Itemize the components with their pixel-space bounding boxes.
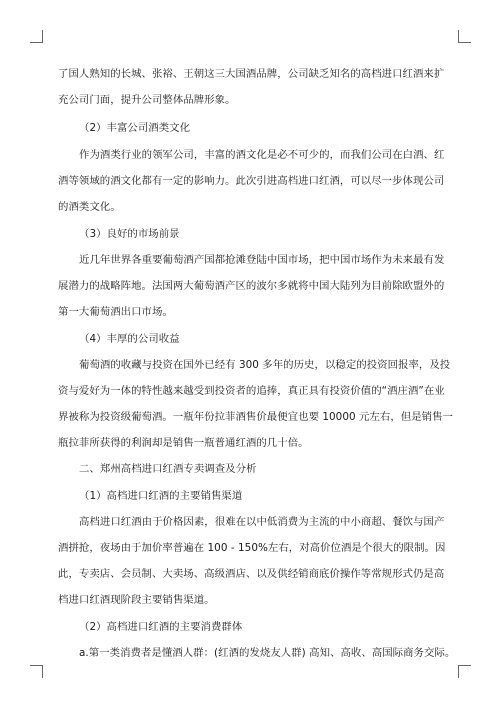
paragraph-line: 档进口红酒现阶段主要销售渠道。 bbox=[58, 594, 215, 606]
paragraph-line: 酒等领域的酒文化都有一定的影响力。此次引进高档进口红酒，可以尽一步体现公司 bbox=[58, 175, 445, 187]
paragraph-line: 充公司门面，提升公司整体品牌形象。 bbox=[58, 94, 236, 106]
paragraph-line: 资与爱好为一体的特性越来越受到投资者的追捧，真正具有投资价值的“酒庄酒”在业 bbox=[58, 385, 445, 397]
crop-mark-bottom-right bbox=[458, 665, 471, 678]
section-heading: （2）丰富公司酒类文化 bbox=[79, 122, 191, 134]
paragraph-line: 此，专卖店、会员制、大卖场、高级酒店、以及供经销商底价操作等常规形式仍是高 bbox=[58, 568, 445, 580]
paragraph-line: 了国人熟知的长城、张裕、王朝这三大国酒品牌，公司缺乏知名的高档进口红酒来扩 bbox=[58, 68, 445, 80]
paragraph-line: 酒拼抢，夜场由于加价率普遍在 100 - 150%左右，对高价位酒是个很大的限制。因 bbox=[58, 542, 446, 554]
paragraph-line: 展潜力的战略阵地。法国两大葡萄酒产区的波尔多就将中国大陆列为目前除欧盟外的 bbox=[58, 280, 445, 292]
crop-mark-top-left bbox=[30, 30, 43, 43]
chapter-heading: 二、郑州高档进口红酒专卖调查及分析 bbox=[79, 463, 257, 475]
paragraph-line: 高档进口红酒由于价格因素，很难在以中低消费为主流的中小商超、餐饮与国产 bbox=[79, 516, 445, 528]
paragraph-line: 近几年世界各重要葡萄酒产国都抢滩登陆中国市场，把中国市场作为未来最有发 bbox=[79, 254, 445, 266]
crop-mark-bottom-left bbox=[30, 665, 43, 678]
paragraph-line: a.第一类消费者是懂酒人群：(红酒的发烧友人群) 高知、高收、高国际商务交际。 bbox=[79, 647, 456, 659]
crop-mark-top-right bbox=[458, 30, 471, 43]
section-heading: （4）丰厚的公司收益 bbox=[79, 333, 180, 345]
paragraph-line: 界被称为投资级葡萄酒。一瓶年份拉菲酒售价最便宜也要 10000 元左右，但是销售一 bbox=[58, 411, 453, 423]
paragraph-line: 葡萄酒的收藏与投资在国外已经有 300 多年的历史，以稳定的投资回报率，及投 bbox=[79, 359, 451, 371]
section-heading: （1）高档进口红酒的主要销售渠道 bbox=[79, 490, 243, 502]
section-heading: （2）高档进口红酒的主要消费群体 bbox=[79, 621, 243, 633]
paragraph-line: 瓶拉菲所获得的利润却是销售一瓶普通红酒的几十倍。 bbox=[58, 437, 309, 449]
section-heading: （3）良好的市场前景 bbox=[79, 228, 180, 240]
paragraph-line: 第一大葡萄酒出口市场。 bbox=[58, 306, 173, 318]
paragraph-line: 作为酒类行业的领军公司，丰富的酒文化是必不可少的，而我们公司在白酒、红 bbox=[79, 149, 445, 161]
paragraph-line: 的酒类文化。 bbox=[58, 201, 121, 213]
